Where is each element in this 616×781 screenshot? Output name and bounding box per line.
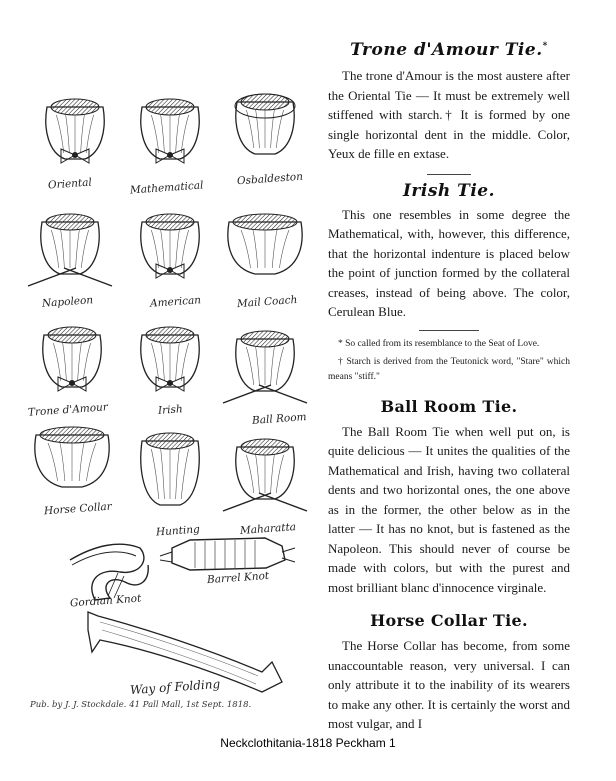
- paragraph-ball-room: The Ball Room Tie when well put on, is quite delicious — It unites the qualities of the Mathematical and Irish, having two collateral dents and two horizontal ones, the one above as in the former, the other below as in the latter — It has no knot, but is fastened as the Napoleon. This should never of course be made with colors, but with the purest and most brilliant blanc d'innocence virginale.: [328, 423, 570, 595]
- label-maharatta: Maharatta: [239, 521, 297, 537]
- paragraph-irish: This one resembles in some degree the Mathematical, with, however, this difference, that the horizontal indenture is placed below the point of junction formed by the collateral creases, instead of being above. The color, Cerulean Blue.: [328, 206, 570, 319]
- heading-ball-room: Ball Room Tie.: [380, 396, 518, 416]
- barrel-knot-illustration: [160, 538, 295, 570]
- label-irish: Irish: [157, 403, 184, 417]
- label-horse-collar: Horse Collar: [43, 500, 113, 518]
- plate-credit: Pub. by J. J. Stockdale. 41 Pall Mall, 1st Sept. 1818.: [30, 700, 252, 710]
- footnote-seat-of-love: * So called from its resemblance to the Seat of Love.: [338, 338, 540, 349]
- gordian-knot-illustration: [70, 544, 148, 600]
- oriental-tie-illustration: [46, 99, 104, 163]
- heading-trone-marker: *: [542, 41, 548, 52]
- section-divider: [427, 174, 471, 175]
- label-napoleon: Napoleon: [41, 294, 94, 310]
- trone-damour-tie-illustration: [43, 327, 101, 391]
- footnote-divider: [419, 330, 479, 331]
- label-ball-room: Ball Room: [251, 411, 307, 427]
- text-column: [328, 40, 570, 734]
- hunting-tie-illustration: [141, 433, 199, 505]
- label-mathematical: Mathematical: [129, 179, 204, 197]
- heading-irish: Irish Tie.: [402, 180, 496, 201]
- paragraph-horse-collar: The Horse Collar has become, from some unaccountable reason, very universal. I can only attribute it to the inability of its wearers to make any other. It is certainly the worst and most vulgar, and I: [328, 638, 570, 731]
- label-gordian-knot: Gordian Knot: [69, 592, 142, 610]
- mail-coach-tie-illustration: [228, 214, 302, 274]
- ball-room-tie-illustration: [223, 331, 307, 403]
- label-hunting: Hunting: [155, 523, 201, 539]
- label-barrel-knot: Barrel Knot: [206, 569, 270, 587]
- mathematical-tie-illustration: [141, 99, 199, 163]
- image-caption: Neckclothitania-1818 Peckham 1: [220, 736, 396, 750]
- american-tie-illustration: [141, 214, 199, 278]
- heading-trone-text: Trone d'Amour Tie.: [350, 40, 543, 60]
- label-osbaldeston: Osbaldeston: [236, 170, 304, 188]
- cravat-plate: [0, 0, 318, 730]
- label-mailcoach: Mail Coach: [236, 293, 298, 311]
- label-trone-damour: Trone d'Amour: [27, 401, 109, 419]
- label-american: American: [149, 294, 202, 310]
- napoleon-tie-illustration: [28, 214, 112, 286]
- heading-horse-collar: Horse Collar Tie.: [370, 611, 528, 630]
- label-way-of-folding: Way of Folding: [129, 676, 221, 698]
- maharatta-tie-illustration: [223, 439, 307, 511]
- osbaldeston-tie-illustration: [235, 94, 295, 154]
- horse-collar-tie-illustration: [35, 427, 109, 487]
- label-oriental: Oriental: [47, 176, 93, 192]
- paragraph-trone-damour: The trone d'Amour is the most austere after the Oriental Tie — It must be extremely well stiffened with starch.† It is formed by one single horizontal dent in the middle. Color, Yeux de fille en extase.: [328, 68, 570, 161]
- cravat-illustrations: [0, 0, 318, 730]
- footnote-starch: † Starch is derived from the Teutonick word, "Stare" which means "stiff.": [328, 356, 570, 382]
- irish-tie-illustration: [141, 327, 199, 391]
- heading-trone-damour: [328, 40, 570, 60]
